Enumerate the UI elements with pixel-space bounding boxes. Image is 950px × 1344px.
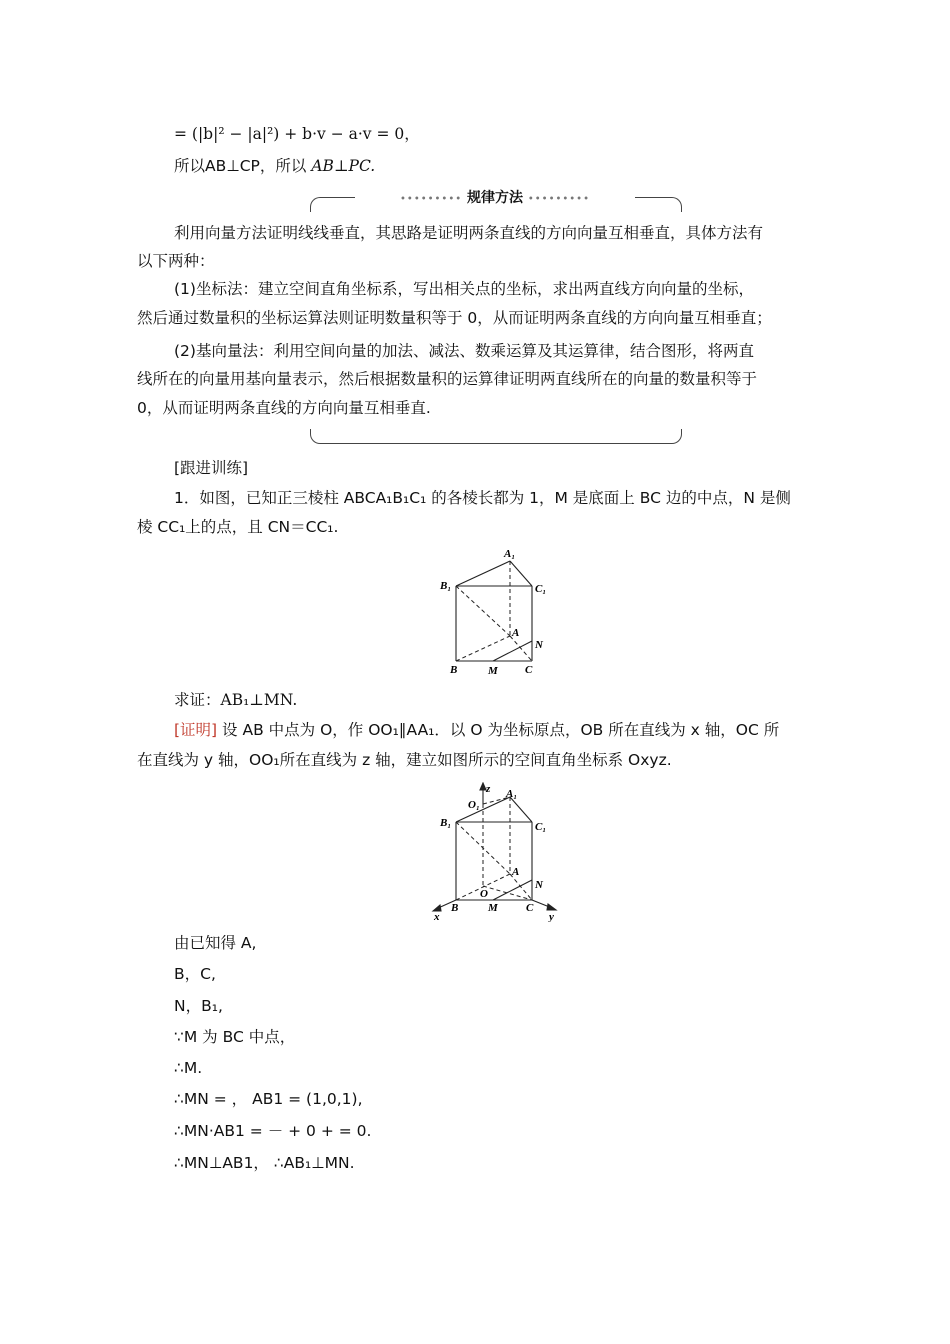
method-2-line-2: 线所在的向量用基向量表示，然后根据数量积的运算律证明两直线所在的向量的数量积等于 xyxy=(137,370,758,388)
segment-mn xyxy=(493,641,532,661)
prism-figure-2 xyxy=(428,782,564,922)
method-2-line-1: (2)基向量法：利用空间向量的加法、减法、数乘运算及其运算律，结合图形，将两直 xyxy=(174,342,754,360)
label-c1: C₁ xyxy=(535,583,547,595)
label-m: M xyxy=(488,902,498,914)
method-1-line-2: 然后通过数量积的坐标运算法则证明数量积等于 0，从而证明两条直线的方向向量互相垂直； xyxy=(137,309,772,327)
edge-b1a1 xyxy=(456,561,510,586)
conclusion-math: AB⊥PC. xyxy=(311,157,376,175)
label-b1: B₁ xyxy=(440,580,452,592)
prove-statement: 求证：AB₁⊥MN. xyxy=(174,691,298,709)
edge-ac xyxy=(510,636,532,661)
label-c: C xyxy=(526,902,534,914)
question-line-2: 棱 CC₁上的点，且 CN＝CC₁. xyxy=(137,518,339,536)
edge-a1c1 xyxy=(510,797,532,822)
dots-right: ••••••••• xyxy=(527,194,590,205)
method-title-text: 规律方法 xyxy=(467,190,523,206)
label-n: N xyxy=(535,639,543,651)
conclusion-line xyxy=(174,156,375,176)
method-intro-2: 以下两种： xyxy=(137,252,215,270)
segment-b1a xyxy=(456,822,510,874)
label-y: y xyxy=(549,911,554,922)
practice-heading: [跟进训练] xyxy=(174,459,249,477)
proof-tag: [证明] xyxy=(174,721,218,739)
label-o: O xyxy=(480,888,488,900)
proof-text-1: 设 AB 中点为 O，作 OO₁∥AA₁．以 O 为坐标原点，OB 所在直线为 x 轴，OC 所 xyxy=(222,721,780,739)
proof-line-2: 在直线为 y 轴，OO₁所在直线为 z 轴，建立如图所示的空间直角坐标系 Oxyz. xyxy=(137,751,672,769)
method-box-bottom-frame xyxy=(310,429,682,444)
label-n: N xyxy=(535,879,543,891)
dots-left: ••••••••• xyxy=(400,194,463,205)
method-2-line-3: 0，从而证明两条直线的方向向量互相垂直. xyxy=(137,399,431,417)
method-box-title xyxy=(355,188,635,210)
equation-line: = (|b|² − |a|²) + b·v − a·v = 0， xyxy=(174,125,420,143)
proof-step: N，B₁, xyxy=(174,997,223,1015)
label-a1: A₁ xyxy=(506,788,518,800)
label-z: z xyxy=(486,783,491,795)
proof-step: ∴MN⊥AB1， ∴AB₁⊥MN. xyxy=(174,1154,355,1172)
y-axis-arrow xyxy=(547,904,556,910)
label-a: A xyxy=(512,627,520,639)
segment-b1a xyxy=(456,586,510,636)
label-o1: O₁ xyxy=(468,799,480,811)
question-line-1: 1．如图，已知正三棱柱 ABCA₁B₁C₁ 的各棱长都为 1，M 是底面上 BC 边的中点，N 是侧 xyxy=(174,489,791,507)
label-c1: C₁ xyxy=(535,821,547,833)
label-x: x xyxy=(434,911,440,922)
label-a: A xyxy=(512,866,520,878)
label-m: M xyxy=(488,665,498,677)
method-1-line-1: (1)坐标法：建立空间直角坐标系，写出相关点的坐标，求出两直线方向向量的坐标， xyxy=(174,280,754,298)
proof-step: ∴M. xyxy=(174,1059,203,1077)
prism-figure-1 xyxy=(438,546,550,678)
label-b: B xyxy=(451,902,459,914)
label-b1: B₁ xyxy=(440,817,452,829)
proof-step: ∴MN·AB1 = － + 0 + = 0. xyxy=(174,1122,372,1140)
proof-line-1 xyxy=(174,720,779,740)
label-b: B xyxy=(450,664,458,676)
proof-step: B，C, xyxy=(174,965,216,983)
edge-a1c1 xyxy=(510,561,532,586)
segment-mn xyxy=(493,880,532,900)
proof-step: 由已知得 A, xyxy=(174,934,257,952)
label-a1: A₁ xyxy=(504,548,516,560)
method-intro-1: 利用向量方法证明线线垂直，其思路是证明两条直线的方向向量互相垂直，具体方法有 xyxy=(174,224,764,242)
label-c: C xyxy=(525,664,533,676)
edge-ba xyxy=(456,636,510,661)
proof-step: ∵M 为 BC 中点， xyxy=(174,1028,296,1046)
proof-step: ∴MN = ， AB1 = (1,0,1), xyxy=(174,1090,363,1108)
conclusion-text: 所以AB⊥CP，所以 xyxy=(174,157,307,175)
